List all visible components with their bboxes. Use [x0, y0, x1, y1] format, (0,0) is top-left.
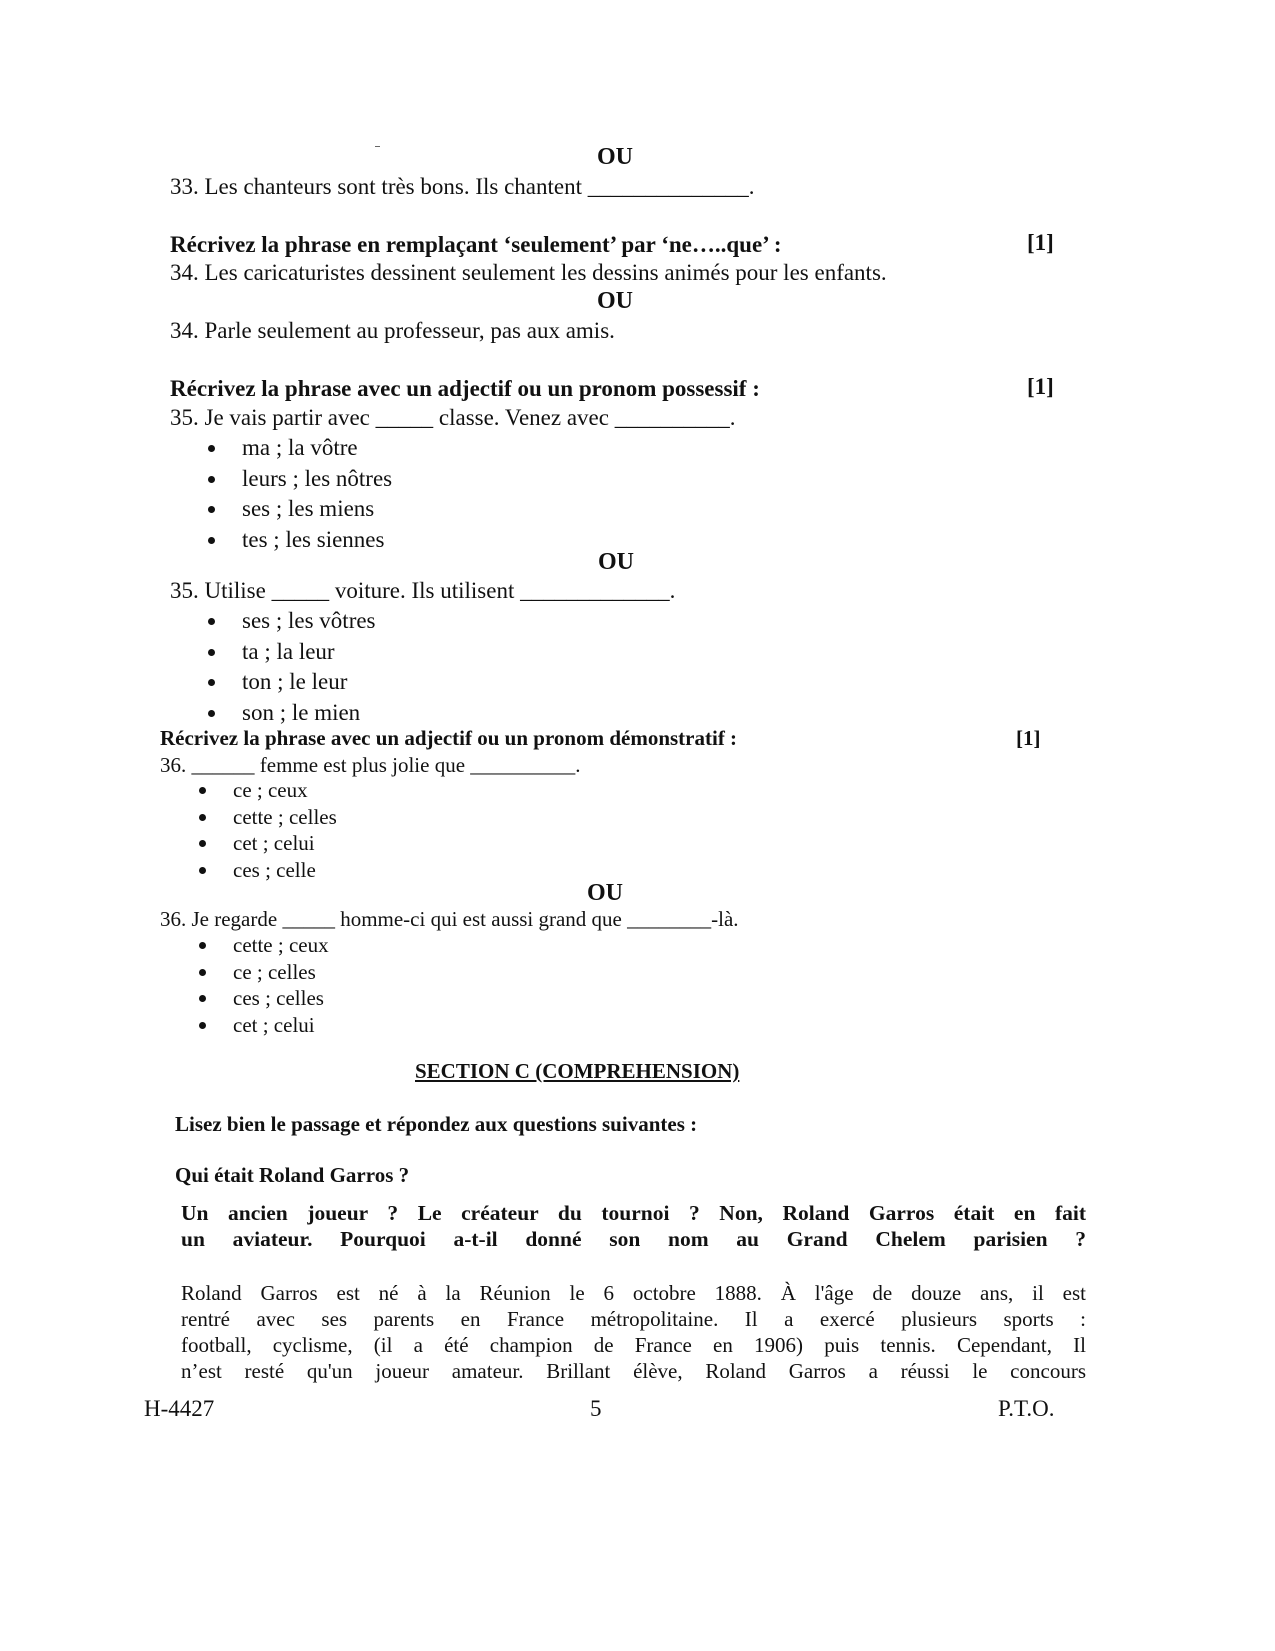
question-33-alt: 33. Les chanteurs sont très bons. Ils chantent ______________.	[170, 174, 755, 199]
option-item: son ; le mien	[205, 698, 376, 729]
or-separator: OU	[597, 144, 633, 170]
option-item: ses ; les vôtres	[205, 606, 376, 637]
option-item: ma ; la vôtre	[205, 433, 392, 464]
or-separator: OU	[598, 549, 634, 575]
option-item: ce ; celles	[196, 959, 329, 986]
scan-mark	[375, 146, 380, 147]
option-item: ces ; celles	[196, 985, 329, 1012]
question-35-sentence: 35. Je vais partir avec _____ classe. Venez avec __________.	[170, 405, 736, 430]
option-item: leurs ; les nôtres	[205, 464, 392, 495]
option-item: ses ; les miens	[205, 494, 392, 525]
passage-line: rentré avec ses parents en France métropolitaine. Il a exercé plusieurs sports :	[181, 1307, 1086, 1331]
passage-line: football, cyclisme, (il a été champion de France en 1906) puis tennis. Cependant, Il	[181, 1333, 1086, 1357]
question-34-sentence: 34. Les caricaturistes dessinent seulement les dessins animés pour les enfants.	[170, 260, 887, 285]
question-36-mark: [1]	[1016, 726, 1041, 750]
question-36-instruction: Récrivez la phrase avec un adjectif ou un pronom démonstratif :	[160, 726, 738, 750]
option-item: ce ; ceux	[196, 777, 337, 804]
question-34-mark: [1]	[1027, 230, 1054, 255]
option-item: ton ; le leur	[205, 667, 376, 698]
passage-line: n’est resté qu'un joueur amateur. Brillant élève, Roland Garros a réussi le concours	[181, 1359, 1086, 1383]
passage-intro-line: un aviateur. Pourquoi a-t-il donné son nom au Grand Chelem parisien ?	[181, 1227, 1086, 1251]
option-item: cet ; celui	[196, 1012, 329, 1039]
question-34-instruction: Récrivez la phrase en remplaçant ‘seulement’ par ‘ne…..que’ :	[170, 232, 782, 257]
section-title: SECTION C (COMPREHENSION)	[415, 1059, 740, 1083]
question-36-options	[196, 777, 337, 883]
please-turn-over: P.T.O.	[998, 1396, 1055, 1421]
passage-intro-line: Un ancien joueur ? Le créateur du tournoi ? Non, Roland Garros était en fait	[181, 1201, 1086, 1225]
question-35-alt-options	[205, 606, 376, 728]
question-36-alt-options	[196, 932, 329, 1038]
page-number: 5	[590, 1396, 602, 1421]
option-item: cette ; celles	[196, 804, 337, 831]
option-item: tes ; les siennes	[205, 525, 392, 556]
question-35-mark: [1]	[1027, 374, 1054, 399]
option-item: ces ; celle	[196, 857, 337, 884]
paper-code: H-4427	[144, 1396, 215, 1421]
passage-title: Qui était Roland Garros ?	[175, 1163, 410, 1187]
passage-line: Roland Garros est né à la Réunion le 6 octobre 1888. À l'âge de douze ans, il est	[181, 1281, 1086, 1305]
question-35-alt: 35. Utilise _____ voiture. Ils utilisent _____________.	[170, 578, 676, 603]
option-item: cette ; ceux	[196, 932, 329, 959]
question-36-alt: 36. Je regarde _____ homme-ci qui est aussi grand que ________-là.	[160, 907, 739, 931]
option-item: ta ; la leur	[205, 637, 376, 668]
question-34-alt: 34. Parle seulement au professeur, pas aux amis.	[170, 318, 615, 343]
question-35-options	[205, 433, 392, 555]
question-36-sentence: 36. ______ femme est plus jolie que __________.	[160, 753, 581, 777]
section-instruction: Lisez bien le passage et répondez aux questions suivantes :	[175, 1112, 698, 1136]
option-item: cet ; celui	[196, 830, 337, 857]
question-35-instruction: Récrivez la phrase avec un adjectif ou un pronom possessif :	[170, 376, 760, 401]
or-separator: OU	[597, 288, 633, 314]
or-separator: OU	[587, 880, 623, 906]
